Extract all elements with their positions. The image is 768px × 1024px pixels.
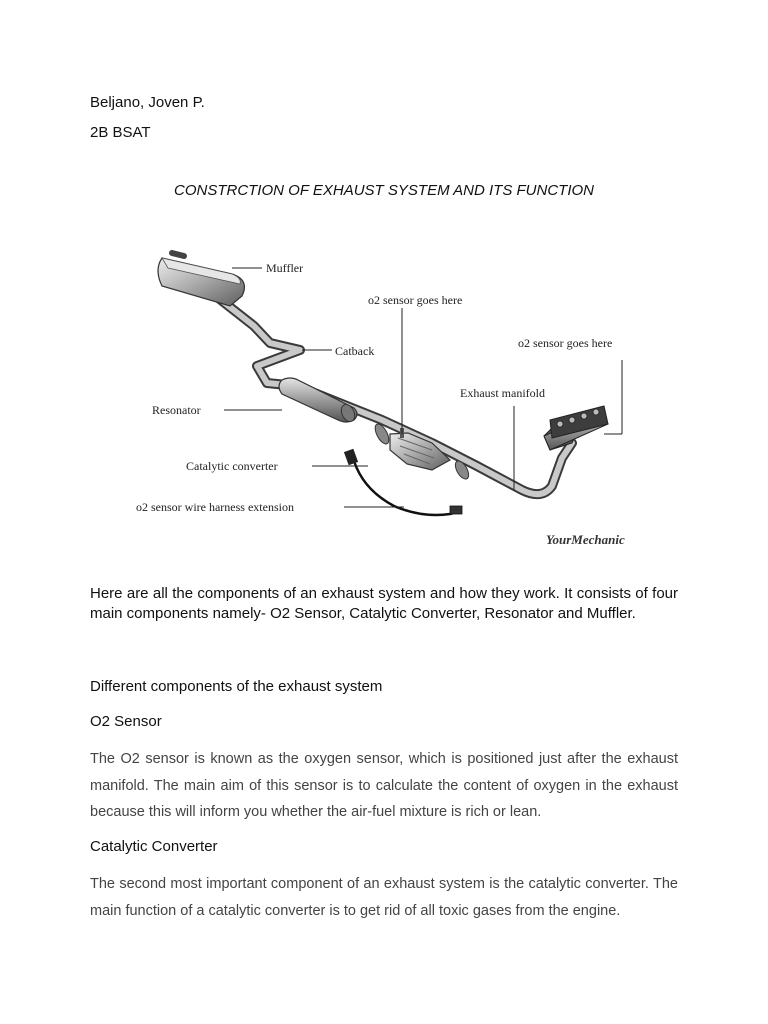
catalytic-converter-heading: Catalytic Converter [90, 838, 218, 855]
components-heading: Different components of the exhaust system [90, 678, 383, 695]
label-resonator: Resonator [152, 403, 201, 417]
label-catback: Catback [335, 344, 375, 358]
muffler-part [158, 253, 244, 306]
catalytic-converter-paragraph: The second most important component of an exhaust system is the catalytic converter. The main function of a catalytic converter is to get rid of all toxic gases from the engine. [90, 876, 678, 919]
brand-logo: YourMechanic [546, 532, 625, 547]
o2-sensor-heading: O2 Sensor [90, 713, 162, 730]
course-section: 2B BSAT [90, 124, 151, 141]
o2-sensor-paragraph: The O2 sensor is known as the oxygen sensor, which is positioned just after the exhaust manifold. The main aim of this sensor is to calculate the content of oxygen in the exhaust because this will inform you whether the air-fuel mixture is rich or lean. [90, 751, 678, 820]
label-muffler: Muffler [266, 261, 304, 275]
label-catalytic-converter: Catalytic converter [186, 459, 278, 473]
exhaust-system-diagram [132, 238, 656, 550]
document-title: CONSTRCTION OF EXHAUST SYSTEM AND ITS FUNCTION [173, 182, 595, 199]
label-exhaust-manifold: Exhaust manifold [460, 386, 545, 400]
label-o2-sensor-right: o2 sensor goes here [518, 336, 613, 350]
author-name: Beljano, Joven P. [90, 94, 205, 111]
intro-paragraph: Here are all the components of an exhaust system and how they work. It consists of four main components namely- O2 Sensor, Catalytic Converter, Resonator and Muffler. [90, 585, 678, 622]
label-wire-harness: o2 sensor wire harness extension [136, 500, 294, 514]
label-o2-sensor-top: o2 sensor goes here [368, 293, 463, 307]
